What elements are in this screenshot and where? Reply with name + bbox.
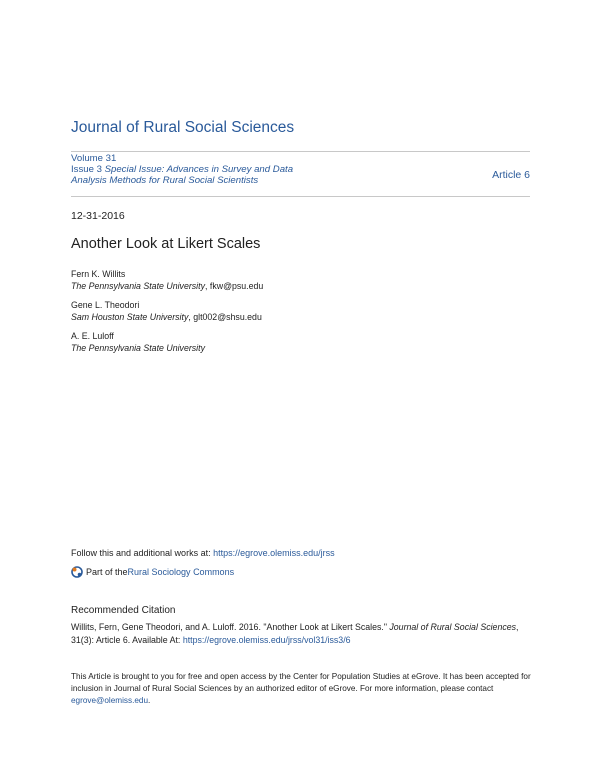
citation-journal: Journal of Rural Social Sciences (389, 622, 517, 632)
citation-volume: , 31(3): Article 6. Available At: (71, 622, 519, 645)
follow-line (71, 548, 335, 558)
author-affiliation: The Pennsylvania State University (71, 281, 205, 291)
access-notice (71, 671, 541, 707)
issue-prefix: Issue 3 (71, 164, 102, 175)
notice-end: . (148, 696, 151, 705)
author-name[interactable]: Gene L. Theodori (71, 300, 140, 310)
author-email: , fkw@psu.edu (204, 281, 264, 291)
bottom-divider (71, 196, 530, 197)
issue-name: Special Issue: Advances in Survey and Data Analysis Methods for Rural Social Scientists (71, 164, 294, 186)
issue-link[interactable] (71, 164, 311, 186)
top-divider (71, 151, 530, 152)
journal-title-link[interactable]: Journal of Rural Social Sciences (71, 119, 295, 136)
article-title: Another Look at Likert Scales (71, 236, 261, 252)
notice-text: This Article is brought to you for free and open access by the Center for Population Studies at eGrove. It has been accepted for inclusion in Journal of Rural Social Sciences by an authorized editor of eGrove. For more information, please contact (71, 672, 531, 693)
issue-info (71, 153, 311, 186)
follow-link[interactable]: https://egrove.olemiss.edu/jrss (213, 548, 335, 558)
author-name[interactable]: A. E. Luloff (71, 331, 114, 341)
volume-link[interactable]: Volume 31 (71, 153, 117, 164)
author-name[interactable]: Fern K. Willits (71, 269, 126, 279)
citation-link[interactable]: https://egrove.olemiss.edu/jrss/vol31/iss3/6 (182, 635, 351, 645)
part-of-line (71, 566, 234, 578)
commons-network-icon (71, 566, 83, 578)
author-block (71, 299, 262, 323)
publication-date: 12-31-2016 (71, 210, 125, 222)
citation-authors: Willits, Fern, Gene Theodori, and A. Luloff. 2016. "Another Look at Likert Scales." (71, 622, 390, 632)
article-number-link[interactable]: Article 6 (492, 169, 530, 181)
author-affiliation: Sam Houston State University (71, 312, 189, 322)
author-block (71, 268, 263, 292)
part-of-text: Part of the (86, 567, 128, 577)
author-email: , glt002@shsu.edu (188, 312, 262, 322)
recommended-citation-heading: Recommended Citation (71, 605, 176, 616)
author-affiliation: The Pennsylvania State University (71, 343, 205, 353)
rural-sociology-commons-link[interactable]: Rural Sociology Commons (127, 567, 235, 577)
citation-text (71, 621, 541, 647)
follow-text: Follow this and additional works at: (71, 548, 214, 558)
contact-email-link[interactable]: egrove@olemiss.edu (71, 696, 149, 705)
author-block (71, 330, 205, 354)
